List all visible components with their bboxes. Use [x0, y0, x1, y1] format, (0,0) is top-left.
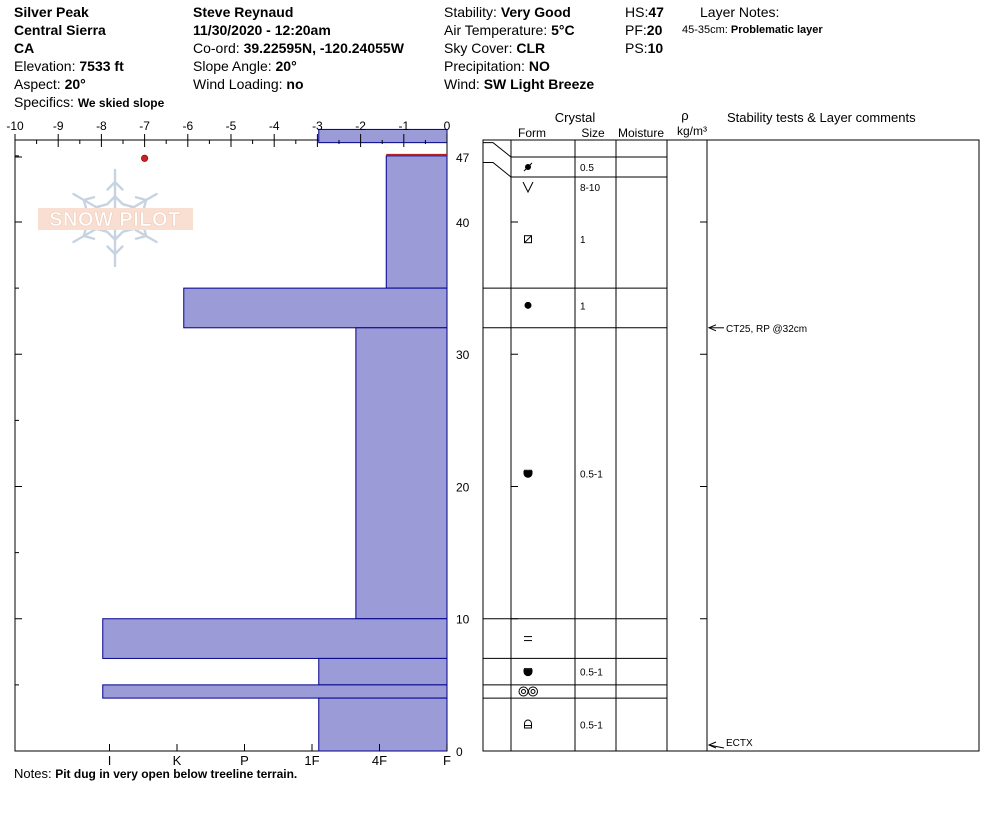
temperature-point	[141, 155, 147, 161]
snow-pilot-logo	[38, 170, 193, 266]
melt-freeze-crust-icon	[525, 236, 532, 243]
temp-tick-label: -9	[52, 119, 64, 133]
depth-tick-label: 40	[456, 215, 470, 230]
notes-text: Pit dug in very open below treeline terrain.	[55, 767, 298, 781]
rounded-faceted-icon	[524, 669, 532, 676]
stability-test-label: CT25, RP @32cm	[726, 323, 808, 335]
precip-value: NO	[528, 58, 550, 74]
hs-value: 47	[648, 4, 664, 20]
depth-tick-label: 10	[456, 612, 470, 627]
facet-square-diag	[525, 236, 532, 243]
header-form: Form	[518, 126, 546, 140]
depth-tick-label: 30	[456, 348, 470, 363]
header-size: Size	[581, 126, 605, 140]
melt-ring-left	[519, 687, 528, 696]
depth-tick-label: 20	[456, 480, 470, 495]
layer-notes-label: Layer Notes:	[700, 4, 780, 20]
hardness-tick-label: 1F	[304, 753, 320, 768]
rounded-facet-mark	[524, 471, 532, 477]
crystal-size-label: 0.5-1	[580, 469, 603, 481]
aspect-label: Aspect:	[14, 76, 61, 92]
ps-value: 10	[647, 40, 664, 56]
slope-value: 20°	[275, 58, 297, 74]
header-stability: Stability tests & Layer comments	[727, 110, 916, 125]
air-temp-label: Air Temperature:	[444, 22, 548, 38]
flake-branch	[124, 204, 134, 207]
coord-value: 39.22595N, -120.24055W	[243, 40, 404, 56]
temp-tick-label: -2	[355, 119, 366, 133]
wind-loading-value: no	[286, 76, 304, 92]
crystal-size-label: 8-10	[580, 183, 601, 194]
crystal-size-label: 0.5-1	[580, 667, 603, 679]
temp-tick-label: -6	[182, 119, 194, 133]
header-rho: ρ	[681, 108, 689, 123]
temp-tick-label: -1	[398, 119, 410, 133]
melt-ring-right	[529, 687, 538, 696]
hardness-bar-7	[319, 698, 447, 751]
crystal-size-label: 0.5	[580, 163, 594, 174]
hardness-tick-label: I	[107, 753, 112, 768]
hs-label: HS:	[625, 4, 649, 20]
depth-tick-label: 0	[456, 745, 463, 759]
elevation-value: 7533 ft	[79, 58, 124, 74]
temp-tick-label: -4	[268, 119, 280, 133]
temp-tick-label: -7	[139, 119, 150, 133]
crystal-size-label: 1	[580, 301, 586, 313]
observer-name: Steve Reynaud	[193, 4, 294, 20]
pf-label: PF:	[625, 22, 647, 38]
hardness-bar-2	[184, 288, 447, 328]
faceted-rounding-icon	[525, 720, 532, 728]
melt-ring-right-inner	[531, 689, 535, 693]
stability-arrow-head	[709, 742, 716, 748]
slope-label: Slope Angle:	[193, 58, 272, 74]
flake-branch	[136, 197, 146, 200]
hardness-tick-label: 4F	[371, 753, 388, 768]
layer-note-text: Problematic layer	[730, 24, 823, 36]
hardness-bar-0	[319, 129, 447, 142]
ps-label: PS:	[625, 40, 648, 56]
temp-tick-label: 0	[443, 119, 451, 133]
layer-connector	[483, 162, 511, 177]
crystal-size-label: 1	[580, 235, 586, 247]
stability-value: Very Good	[500, 4, 571, 20]
wind-label: Wind:	[444, 76, 480, 92]
hardness-tick-label: P	[240, 753, 249, 768]
layer-table	[483, 108, 979, 751]
coord-label: Co-ord:	[193, 40, 240, 56]
layer-connector	[483, 143, 511, 157]
logo-text: SNOW PILOT	[49, 209, 181, 231]
header-density-unit: kg/m³	[677, 124, 707, 138]
flake-branch	[96, 204, 106, 207]
melt-forms-icon	[519, 687, 538, 696]
depth-hoar-mark	[523, 182, 533, 192]
wind-loading-label: Wind Loading:	[193, 76, 283, 92]
air-temp-value: 5°C	[551, 22, 575, 38]
rounded-faceted-icon	[524, 470, 532, 477]
precip-particles-icon	[524, 163, 532, 171]
stability-label: Stability:	[444, 4, 497, 20]
hardness-tick-label: F	[443, 753, 451, 768]
melt-freeze-crust-icon	[525, 302, 532, 309]
flake-branch	[84, 197, 94, 200]
hardness-bar-5	[319, 658, 447, 684]
location-name: Silver Peak	[14, 4, 89, 20]
hardness-tick-label: K	[172, 753, 182, 768]
specifics-label: Specifics:	[14, 94, 74, 110]
sky-value: CLR	[516, 40, 546, 56]
notes-label: Notes:	[14, 766, 52, 781]
hardness-bar-4	[103, 619, 447, 659]
elevation-label: Elevation:	[14, 58, 76, 74]
hardness-bar-3	[356, 328, 447, 619]
crystal-size-label: 0.5-1	[580, 720, 603, 732]
hardness-bar-6	[103, 685, 447, 698]
header-crystal: Crystal	[554, 110, 596, 125]
facet-rounding-mark	[525, 720, 532, 728]
sky-label: Sky Cover:	[444, 40, 513, 56]
header-moisture: Moisture	[617, 126, 665, 140]
temp-tick-label: -8	[96, 119, 107, 133]
temp-tick-label: -3	[312, 119, 323, 133]
notes-row	[14, 766, 297, 781]
observation-datetime: 11/30/2020 - 12:20am	[193, 22, 331, 38]
wind-value: SW Light Breeze	[483, 76, 595, 92]
temp-tick-label: -10	[6, 119, 24, 133]
state: CA	[14, 40, 35, 56]
melt-freeze-dot	[525, 302, 532, 309]
depth-tick-label: 47	[456, 151, 470, 165]
flake-branch	[84, 236, 94, 239]
aspect-value: 20°	[64, 76, 86, 92]
layer-note-range: 45-35cm:	[682, 24, 728, 36]
hardness-bar-1	[386, 156, 447, 288]
specifics-value: We skied slope	[77, 96, 165, 110]
temperature-profile	[141, 155, 147, 161]
table-frame	[483, 140, 979, 751]
rounded-facet-mark	[524, 670, 532, 676]
mountain-range: Central Sierra	[14, 22, 106, 38]
depth-hoar-icon	[523, 182, 533, 192]
temp-tick-label: -5	[225, 119, 237, 133]
pf-value: 20	[646, 22, 663, 38]
flake-branch	[136, 236, 146, 239]
ice-layer-icon	[524, 637, 532, 641]
stability-test-label: ECTX	[726, 738, 753, 749]
precip-label: Precipitation:	[444, 58, 525, 74]
melt-ring-left-inner	[522, 689, 526, 693]
